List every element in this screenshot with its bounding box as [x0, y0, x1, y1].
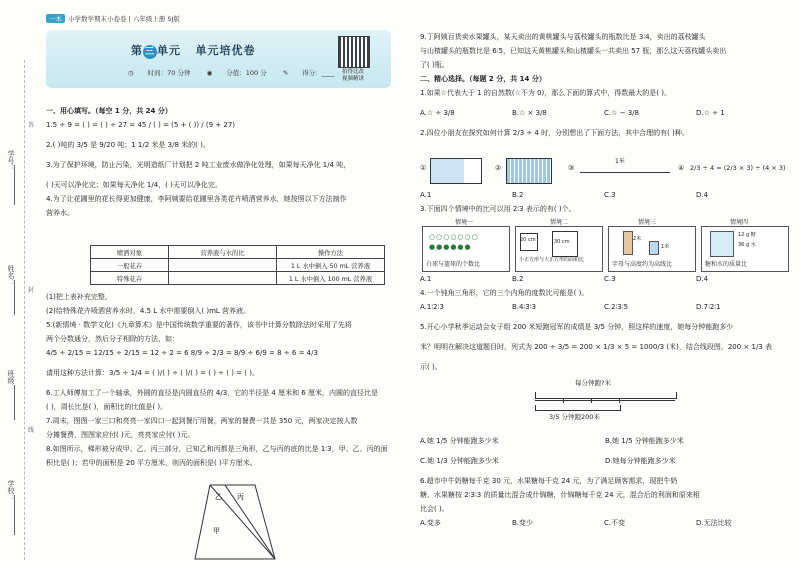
- option[interactable]: B.变少: [512, 519, 534, 527]
- question-6b: ( )，周长比是( )，面积比的比值是( )。: [46, 403, 168, 411]
- option[interactable]: D.无法比较: [696, 519, 732, 527]
- option[interactable]: C.3: [604, 275, 616, 283]
- option[interactable]: C.不变: [604, 519, 626, 527]
- qr-caption: 拍得比改 视频精讲: [341, 69, 364, 82]
- fig-line-3: [580, 172, 670, 173]
- exam-score-total: 分值：100 分: [226, 69, 267, 77]
- option[interactable]: D.7∶2∶1: [696, 303, 721, 311]
- choice-4: 4.一个钝角三角形，它的三个内角的度数比可能是( )。: [420, 289, 589, 297]
- situation-label: 情境二: [550, 219, 569, 226]
- right-column-4: [420, 434, 790, 530]
- question-9c: 了( )瓶。: [420, 61, 449, 69]
- option[interactable]: B.2: [512, 275, 524, 283]
- question-4b: 营养水。: [46, 209, 74, 217]
- situation-box-3: 2米 1米 字母与高度约为高线比: [608, 226, 696, 272]
- question-3b: ( )天可以净化完；如果每天净化 1/4，( )天可以净化完。: [46, 181, 222, 189]
- situation-figures: [420, 217, 790, 272]
- situation-box-1: ○○○○○○○ ●●●●●● 白球与篮球的个数比: [422, 226, 510, 272]
- table-header: 操作方法: [277, 246, 385, 259]
- situation-label: 情境一: [455, 219, 474, 226]
- name-line: [14, 280, 15, 315]
- name-label: 姓名：: [7, 265, 15, 286]
- choice-3-options: [420, 272, 790, 286]
- exam-time: 时间：70 分钟: [147, 69, 191, 77]
- option[interactable]: D.☆ ÷ 1: [696, 109, 725, 117]
- choice-4-options: [420, 300, 790, 314]
- option[interactable]: B.☆ × 3/8: [512, 109, 547, 117]
- option[interactable]: D.4: [696, 275, 709, 283]
- option[interactable]: D.4: [696, 191, 709, 199]
- label-bing: 丙: [237, 493, 244, 501]
- segment-line: [535, 400, 675, 401]
- section-fill: 一、用心填写。（每空 1 分，共 24 分）: [46, 107, 172, 115]
- ratio-blank[interactable]: [169, 259, 277, 272]
- question-9a: 9.丁阿姨百货卖水果罐头，某天卖出的黄桃罐头与荔枝罐头的瓶数比是 3∶4，卖出的荔枝罐头: [420, 33, 706, 41]
- choice-5a: 5.开心小学秋季运动会女子组 200 米短跑冠军的成绩是 3/5 分钟，照这样的速度，她每分钟能跑多少: [420, 323, 734, 331]
- question-1: 1.5 ÷ 9 = ( ) = ( ) ÷ 27 = 45 / ( ) = (5 + ( )) / (9 + 27): [46, 121, 236, 129]
- option[interactable]: A.☆ ÷ 3/8: [420, 109, 455, 117]
- option[interactable]: A.她 1/5 分钟能跑多少米: [420, 437, 499, 445]
- fraction-figures: ① ② ③ 1米 ④ 2/3 ÷ 4 = (2/3 × 3) ÷ (4 × 3): [420, 158, 790, 186]
- option[interactable]: A.1: [420, 275, 432, 283]
- question-6a: 6.工人师傅加工了一个轴承，外圆的直径是内圆直径的 4/3，它的半径是 4 厘米和 6 厘米，内圆的直径比是: [46, 389, 378, 397]
- segment-bracket: [535, 392, 677, 399]
- option[interactable]: C.她 1/3 分钟能跑多少米: [420, 457, 499, 465]
- choice-5c: 示( )。: [420, 363, 442, 371]
- option[interactable]: B.4∶3∶3: [512, 303, 537, 311]
- choice-6b: 糖、水果糖按 2∶3∶3 的质量比混合成什锦糖，什锦糖每千克 24 元，混合后的利润和原来相: [420, 491, 700, 499]
- left-column: [46, 104, 398, 220]
- choice-6-options: [420, 516, 790, 530]
- question-8a: 8.如图所示，梯形被分成甲、乙、丙三部分，已知乙和丙都是三角形，乙与丙的底的比是 1∶3，甲、乙、丙的面: [46, 445, 388, 453]
- question-4d: (2)给特殊花卉喷洒营养水时，4.5 L 水中需要倒入( )mL 营养液。: [46, 307, 251, 315]
- segment-bottom-label: 3/5 分钟跑200米: [549, 413, 600, 421]
- choice-3: 3.下面四个情境中的比可以用 2∶3 表示的有( )个。: [420, 205, 576, 213]
- segment-top-label: 每分钟跑?米: [575, 379, 611, 387]
- question-2: 2.( )吨的 3/5 是 9/20 吨；1 1/2 米是 3/8 米的( )。: [46, 141, 210, 149]
- question-5a: 5.(新情境 · 数学文化)《九章算术》是中国传统数学重要的著作，该书中计算分数除法时采用了先将: [46, 321, 352, 329]
- right-column: [420, 30, 790, 140]
- question-4a: 4.为了让花圃里的花长得更加健康，李阿姨要给花圃里各类花卉喷洒营养水，她按照以下方法制作: [46, 195, 347, 203]
- label-jia: 甲: [213, 527, 220, 535]
- series-title: 小学数学期末小卷卷 | 六年级上册 SJ版: [68, 15, 180, 23]
- choice-6c: 比会( )。: [420, 505, 449, 513]
- cut-mark-2: 封: [28, 287, 35, 294]
- situation-label: 情境四: [730, 219, 749, 226]
- question-7a: 7.周末，图图一家三口和亮亮一家四口一起到餐厅用餐，两家的餐费一共是 350 元，两家决定按人数: [46, 417, 358, 425]
- choice-2-options: [420, 188, 790, 202]
- table-header: 营养液与水的比: [169, 246, 277, 259]
- fig-grid-1: [430, 158, 482, 184]
- number-label: 学号：: [7, 150, 15, 171]
- situation-box-2: 20 cm 30 cm 小正方形与大正方形的面积比: [515, 226, 603, 272]
- option[interactable]: B.她 1/5 分钟能跑多少米: [605, 437, 684, 445]
- segment-diagram: [535, 378, 685, 428]
- question-8b: 积比是( )；若甲的面积是 20 平方厘米，则丙的面积是( )平方厘米。: [46, 459, 257, 467]
- ratio-blank[interactable]: [169, 272, 277, 285]
- score-icon: ◉: [206, 69, 213, 77]
- question-7b: 分摊餐费，图图家应付( )元，亮亮家应付( )元。: [46, 431, 195, 439]
- school-line: [14, 495, 15, 535]
- table-header: 喷洒对象: [91, 246, 169, 259]
- question-3a: 3.为了保护环境，防止污染，光明造纸厂计划把 2 吨工业废水做净化处理，如果每天净化 1/4 吨，: [46, 161, 351, 169]
- pen-icon: ✎: [282, 69, 289, 77]
- nutrition-table: [90, 245, 385, 285]
- exam-score-got: 得分：____: [302, 69, 335, 77]
- section-choice: 二、精心选择。（每题 2 分，共 14 分）: [420, 75, 546, 83]
- choice-6a: 6.超市中牛奶糖每千克 30 元，水果糖每千克 24 元，为了满足顾客需求，现把牛奶: [420, 477, 678, 485]
- question-4c: (1)把上表补充完整。: [46, 293, 112, 301]
- cut-line: [24, 60, 25, 560]
- cut-mark-1: 答: [28, 122, 35, 129]
- class-line: [14, 385, 15, 420]
- left-column-lower: [46, 290, 398, 470]
- trapezoid-figure: [185, 483, 285, 561]
- school-label: 学校：: [7, 480, 15, 501]
- fig-grid-2: [506, 158, 552, 184]
- series-header: [46, 14, 180, 23]
- number-line: [14, 165, 15, 205]
- choice-2: 2.四位小朋友在探究如何计算 2/3 ÷ 4 时，分别想出了下面方法，其中合理的有( )种。: [420, 129, 689, 137]
- option[interactable]: A.1∶2∶3: [420, 303, 444, 311]
- option[interactable]: B.2: [512, 191, 524, 199]
- option[interactable]: A.1: [420, 191, 432, 199]
- qr-code-icon[interactable]: [338, 36, 370, 68]
- label-yi: 乙: [215, 493, 222, 501]
- option[interactable]: A.变多: [420, 519, 441, 527]
- series-badge: 一本: [46, 14, 65, 23]
- binding-margin: [0, 0, 40, 565]
- option[interactable]: C.2∶3∶5: [604, 303, 629, 311]
- question-5d: 请用这种方法计算：3/5 ÷ 1/4 = ( )/( ) ÷ ( )/( ) = ( ) ÷ ( ) = ( )。: [46, 369, 259, 377]
- table-row: 特殊花卉 1 L 水中倒入 100 mL 营养液: [91, 272, 385, 285]
- class-label: 班级：: [7, 370, 15, 391]
- clock-icon: ◷: [128, 69, 134, 77]
- choice-5-options-1: [420, 434, 790, 448]
- cut-mark-3: 线: [28, 427, 35, 434]
- option[interactable]: D.她每分钟能跑多少米: [605, 457, 676, 465]
- choice-5-options-2: [420, 454, 790, 468]
- unit-title: 第 三 单元 单元培优卷: [131, 44, 256, 57]
- right-column-2: [420, 188, 790, 216]
- table-row: 一般花卉 1 L 水中倒入 50 mL 营养液: [91, 259, 385, 272]
- choice-1-options: [420, 106, 790, 120]
- situation-box-4: 12 g 糖 36 g 水 糖和水的质量比: [701, 226, 789, 272]
- unit-number: 三: [144, 47, 155, 57]
- situation-label: 情境三: [638, 219, 657, 226]
- choice-1: 1.如果☆代表大于 1 的自然数(☆不为 0)，那么下面的算式中，得数最大的是( )。: [420, 89, 671, 97]
- choice-5b: 米？明明在解决这道题目时，列式为 200 ÷ 3/5 = 200 × 1/3 × 5 = 1000/3 (米)，结合线段图，200 × 1/3 表: [420, 343, 772, 351]
- option[interactable]: C.☆ − 3/8: [604, 109, 639, 117]
- exam-info: [128, 68, 349, 77]
- unit-banner: [46, 30, 391, 88]
- question-5b: 两个分数通分，然后分子相除的方法，如：: [46, 335, 179, 343]
- question-9b: 与山楂罐头的瓶数比是 6∶5，已知这天黄桃罐头和山楂罐头一共卖出 57 瓶，那么这天荔枝罐头卖出: [420, 47, 727, 55]
- right-column-3: [420, 272, 790, 374]
- option[interactable]: C.3: [604, 191, 616, 199]
- question-5c: 4/5 ÷ 2/15 = 12/15 ÷ 2/15 = 12 ÷ 2 = 6 8/9 ÷ 2/3 = 8/9 ÷ 6/9 = 8 ÷ 6 = 4/3: [46, 349, 318, 357]
